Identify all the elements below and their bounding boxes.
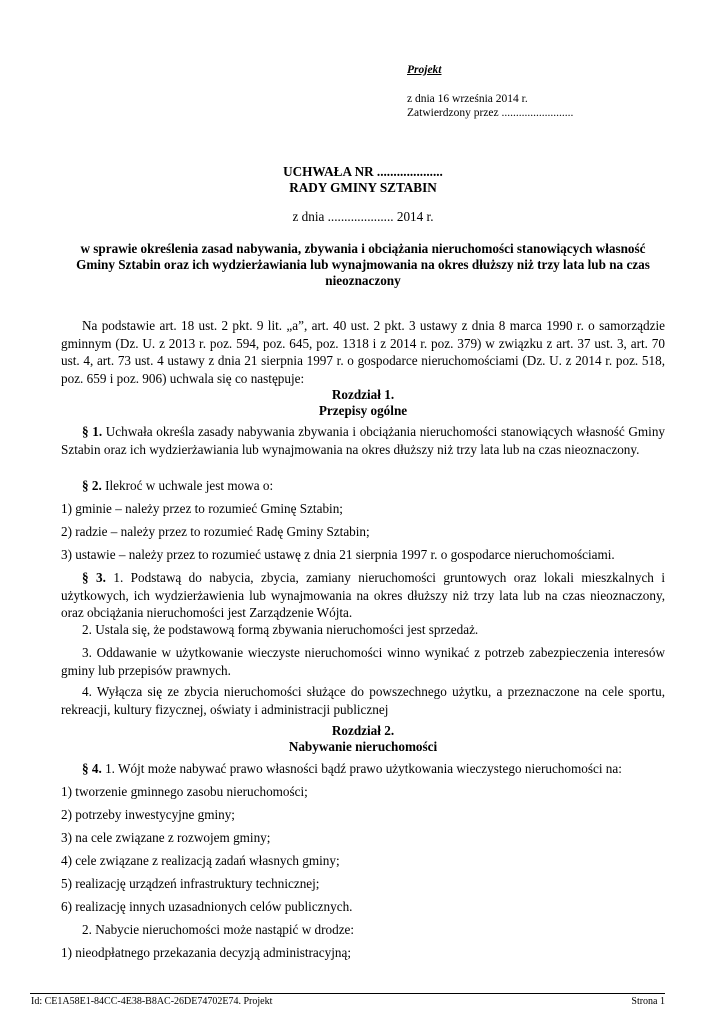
chapter-1-title: Przepisy ogólne: [318, 403, 408, 418]
list-item: 3) ustawie – należy przez to rozumieć ustawę z dnia 21 sierpnia 1997 r. o gospodarce nieruchomościami.: [61, 547, 615, 562]
section-4: [61, 760, 665, 778]
chapter-2-title: Nabywanie nieruchomości: [288, 739, 438, 754]
section-3: [61, 569, 665, 622]
section-3-mark: § 3.: [82, 570, 106, 585]
list-item: 2) potrzeby inwestycyjne gminy;: [61, 807, 235, 822]
list-item: 1) tworzenie gminnego zasobu nieruchomości;: [61, 784, 308, 799]
footer-document-id: Id: CE1A58E1-84CC-4E38-B8AC-26DE74702E74. Projekt: [31, 996, 273, 1007]
section-1: [61, 423, 665, 458]
list-item: 1) nieodpłatnego przekazania decyzją administracyjną;: [61, 945, 351, 960]
header-approved: Zatwierdzony przez .........................: [407, 107, 574, 119]
section-3-para-4: 4. Wyłącza się ze zbycia nieruchomości służące do powszechnego użytku, a przeznaczone na cele sportu, rekreacji, kultury fizycznej, oświaty i administracji publicznej: [61, 684, 665, 717]
project-label: Projekt: [407, 64, 442, 76]
list-item: 1) gminie – należy przez to rozumieć Gminę Sztabin;: [61, 501, 343, 516]
section-2-text: Ilekroć w uchwale jest mowa o:: [101, 478, 274, 493]
council-name: RADY GMINY SZTABIN: [289, 180, 437, 195]
preamble: Na podstawie art. 18 ust. 2 pkt. 9 lit. „a”, art. 40 ust. 2 pkt. 3 ustawy z dnia 8 marca 1990 r. o samorządzie gminnym (Dz. U. z 2013 r. poz. 594, poz. 645, poz. 1318 i z 2014 r. poz. 379) w związku z art. 37 ust. 3, art. 70 ust. 4, art. 73 ust. 4 ustawy z dnia 21 sierpnia 1997 r. o gospodarce nieruchomościami (Dz. U. z 2014 r. poz. 518, poz. 659 i poz. 906) uchwala się co następuje:: [61, 318, 665, 386]
section-4-para-2: 2. Nabycie nieruchomości może nastąpić w drodze:: [82, 922, 355, 937]
section-4-text: 1. Wójt może nabywać prawo własności bądź prawo użytkowania wieczystego nieruchomości na:: [101, 761, 622, 776]
section-3-para-3: 3. Oddawanie w użytkowanie wieczyste nieruchomości winno wynikać z potrzeb zabezpieczenia interesów gminy lub przepisów prawnych.: [61, 645, 665, 678]
resolution-number: UCHWAŁA NR ....................: [283, 164, 443, 179]
list-item: 5) realizację urządzeń infrastruktury technicznej;: [61, 876, 320, 891]
section-2: [61, 477, 665, 495]
list-item: 2) radzie – należy przez to rozumieć Radę Gminy Sztabin;: [61, 524, 370, 539]
footer-divider: [30, 993, 665, 994]
chapter-2-label: Rozdział 2.: [331, 723, 395, 738]
section-3-para-2: 2. Ustala się, że podstawową formą zbywania nieruchomości jest sprzedaż.: [82, 622, 479, 637]
section-3-text: 1. Podstawą do nabycia, zbycia, zamiany nieruchomości gruntowych oraz lokali mieszkalnych i użytkowych, ich wydzierżawienia lub wynajmowania na okres dłuższy niż trzy lata lub na czas nieoznaczony, oraz obciążania nieruchomości jest Zarządzenie Wójta.: [61, 570, 665, 620]
section-1-mark: § 1.: [82, 424, 103, 439]
subject-line-3: nieoznaczony: [325, 273, 401, 288]
resolution-date: z dnia .................... 2014 r.: [292, 209, 434, 224]
subject-line-1: w sprawie określenia zasad nabywania, zbywania i obciążania nieruchomości stanowiących własność: [80, 241, 646, 256]
section-1-text: Uchwała określa zasady nabywania zbywania i obciążania nieruchomości stanowiących własność Gminy Sztabin oraz ich wydzierżawiania lub wynajmowania na okres dłuższy niż trzy lata lub na czas nieoznaczony.: [61, 424, 666, 457]
list-item: 6) realizację innych uzasadnionych celów publicznych.: [61, 899, 353, 914]
subject-line-2: Gminy Sztabin oraz ich wydzierżawiania lub wynajmowania na okres dłuższy niż trzy lata lub na czas: [76, 257, 650, 272]
list-item: 3) na cele związane z rozwojem gminy;: [61, 830, 271, 845]
chapter-1-label: Rozdział 1.: [331, 387, 395, 402]
section-4-mark: § 4.: [82, 761, 102, 776]
list-item: 4) cele związane z realizacją zadań własnych gminy;: [61, 853, 340, 868]
header-date: z dnia 16 września 2014 r.: [407, 93, 528, 105]
section-2-mark: § 2.: [82, 478, 102, 493]
footer-page-number: Strona 1: [631, 996, 665, 1007]
